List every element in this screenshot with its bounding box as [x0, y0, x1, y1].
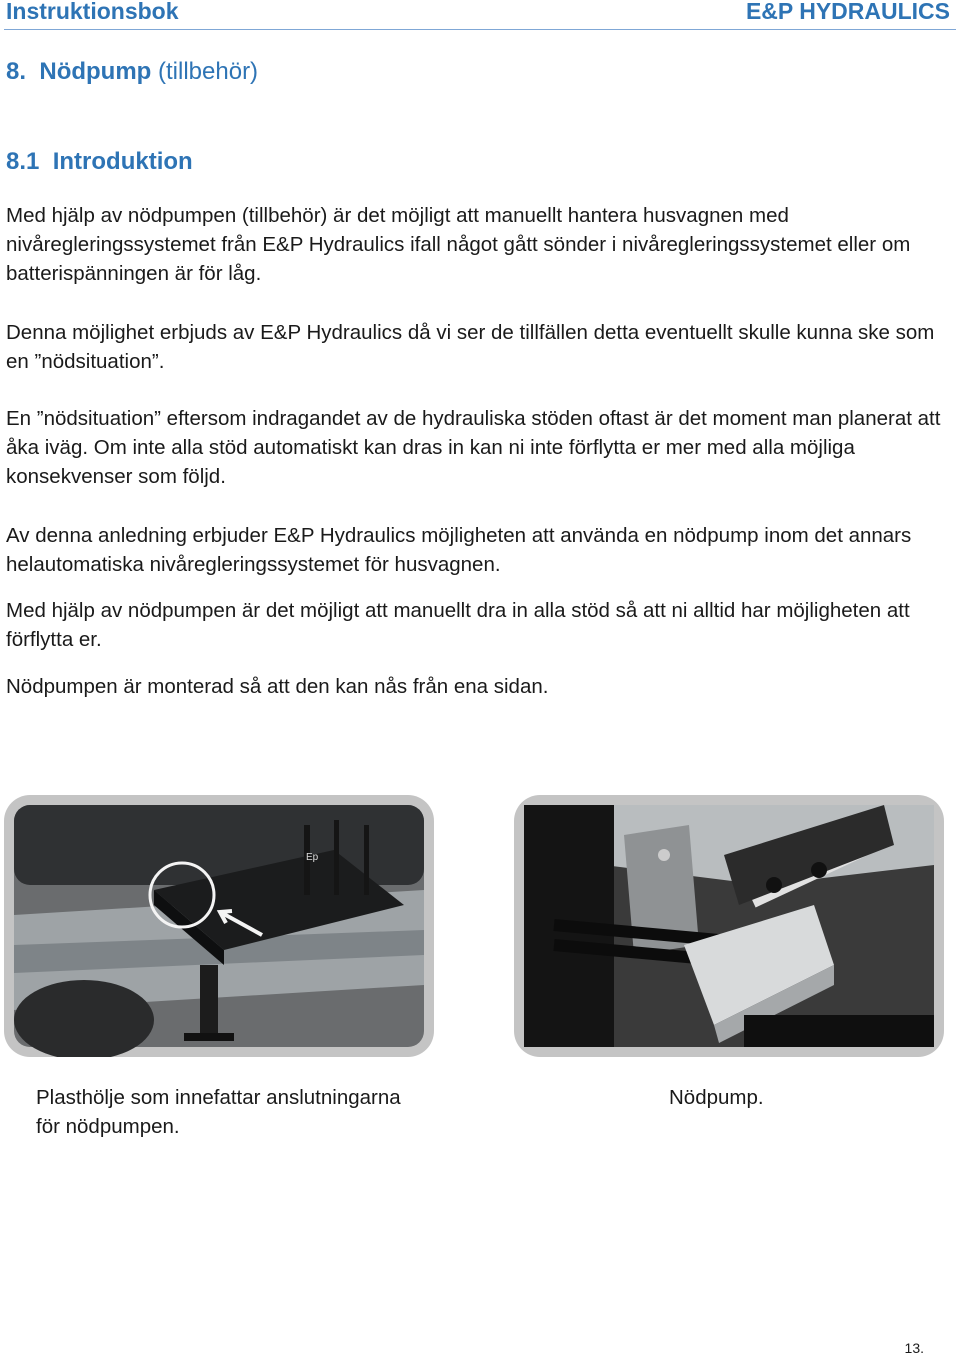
photo-plastic-housing-illustration [4, 795, 434, 1057]
paragraph-4: Av denna anledning erbjuder E&P Hydraulics möjligheten att använda en nödpump inom det annars helautomatiska nivåregleringssystemet för husvagnen. [6, 524, 912, 576]
photo-emergency-pump [514, 795, 944, 1057]
section-number: 8. [6, 58, 27, 85]
subsection-title: Introduktion [52, 148, 193, 175]
subsection-heading [6, 148, 193, 176]
caption-emergency-pump: Nödpump. [669, 1086, 764, 1109]
paragraph-3: En ”nödsituation” eftersom indragandet av de hydrauliska stöden oftast är det moment man planerat att åka iväg. Om inte alla stöd automatiskt kan dras in kan ni inte förflytta er mer med alla möjliga konsekvenser som följd. [6, 407, 941, 488]
photo-emergency-pump-illustration [514, 795, 944, 1057]
header-brand: E&P HYDRAULICS [745, 0, 950, 24]
photo-ep-label: Ep [306, 852, 319, 863]
caption-plastic-housing-line2: för nödpumpen. [36, 1115, 180, 1138]
header-rule [4, 29, 956, 30]
header-title: Instruktionsbok [6, 0, 179, 24]
caption-plastic-housing [36, 1083, 401, 1141]
page-number: 13. [904, 1340, 924, 1356]
subsection-number: 8.1 [6, 148, 40, 175]
paragraph-1: Med hjälp av nödpumpen (tillbehör) är det möjligt att manuellt hantera husvagnen med nivåregleringssystemet från E&P Hydraulics ifall något gått sönder i nivåregleringssystemet eller om batterispänningen är för låg. [6, 204, 911, 285]
paragraph-5: Med hjälp av nödpumpen är det möjligt att manuellt dra in alla stöd så att ni alltid har möjligheten att förflytta er. [6, 599, 910, 651]
section-heading [6, 58, 258, 86]
section-title: Nödpump [39, 58, 152, 85]
paragraph-6: Nödpumpen är monterad så att den kan nås från ena sidan. [6, 675, 549, 698]
paragraph-2: Denna möjlighet erbjuds av E&P Hydraulics då vi ser de tillfällen detta eventuellt skulle kunna ske som en ”nödsituation”. [6, 321, 935, 373]
photo-plastic-housing [4, 795, 434, 1057]
caption-plastic-housing-line1: Plasthölje som innefattar anslutningarna [36, 1086, 401, 1109]
section-title-rest: (tillbehör) [158, 58, 259, 85]
